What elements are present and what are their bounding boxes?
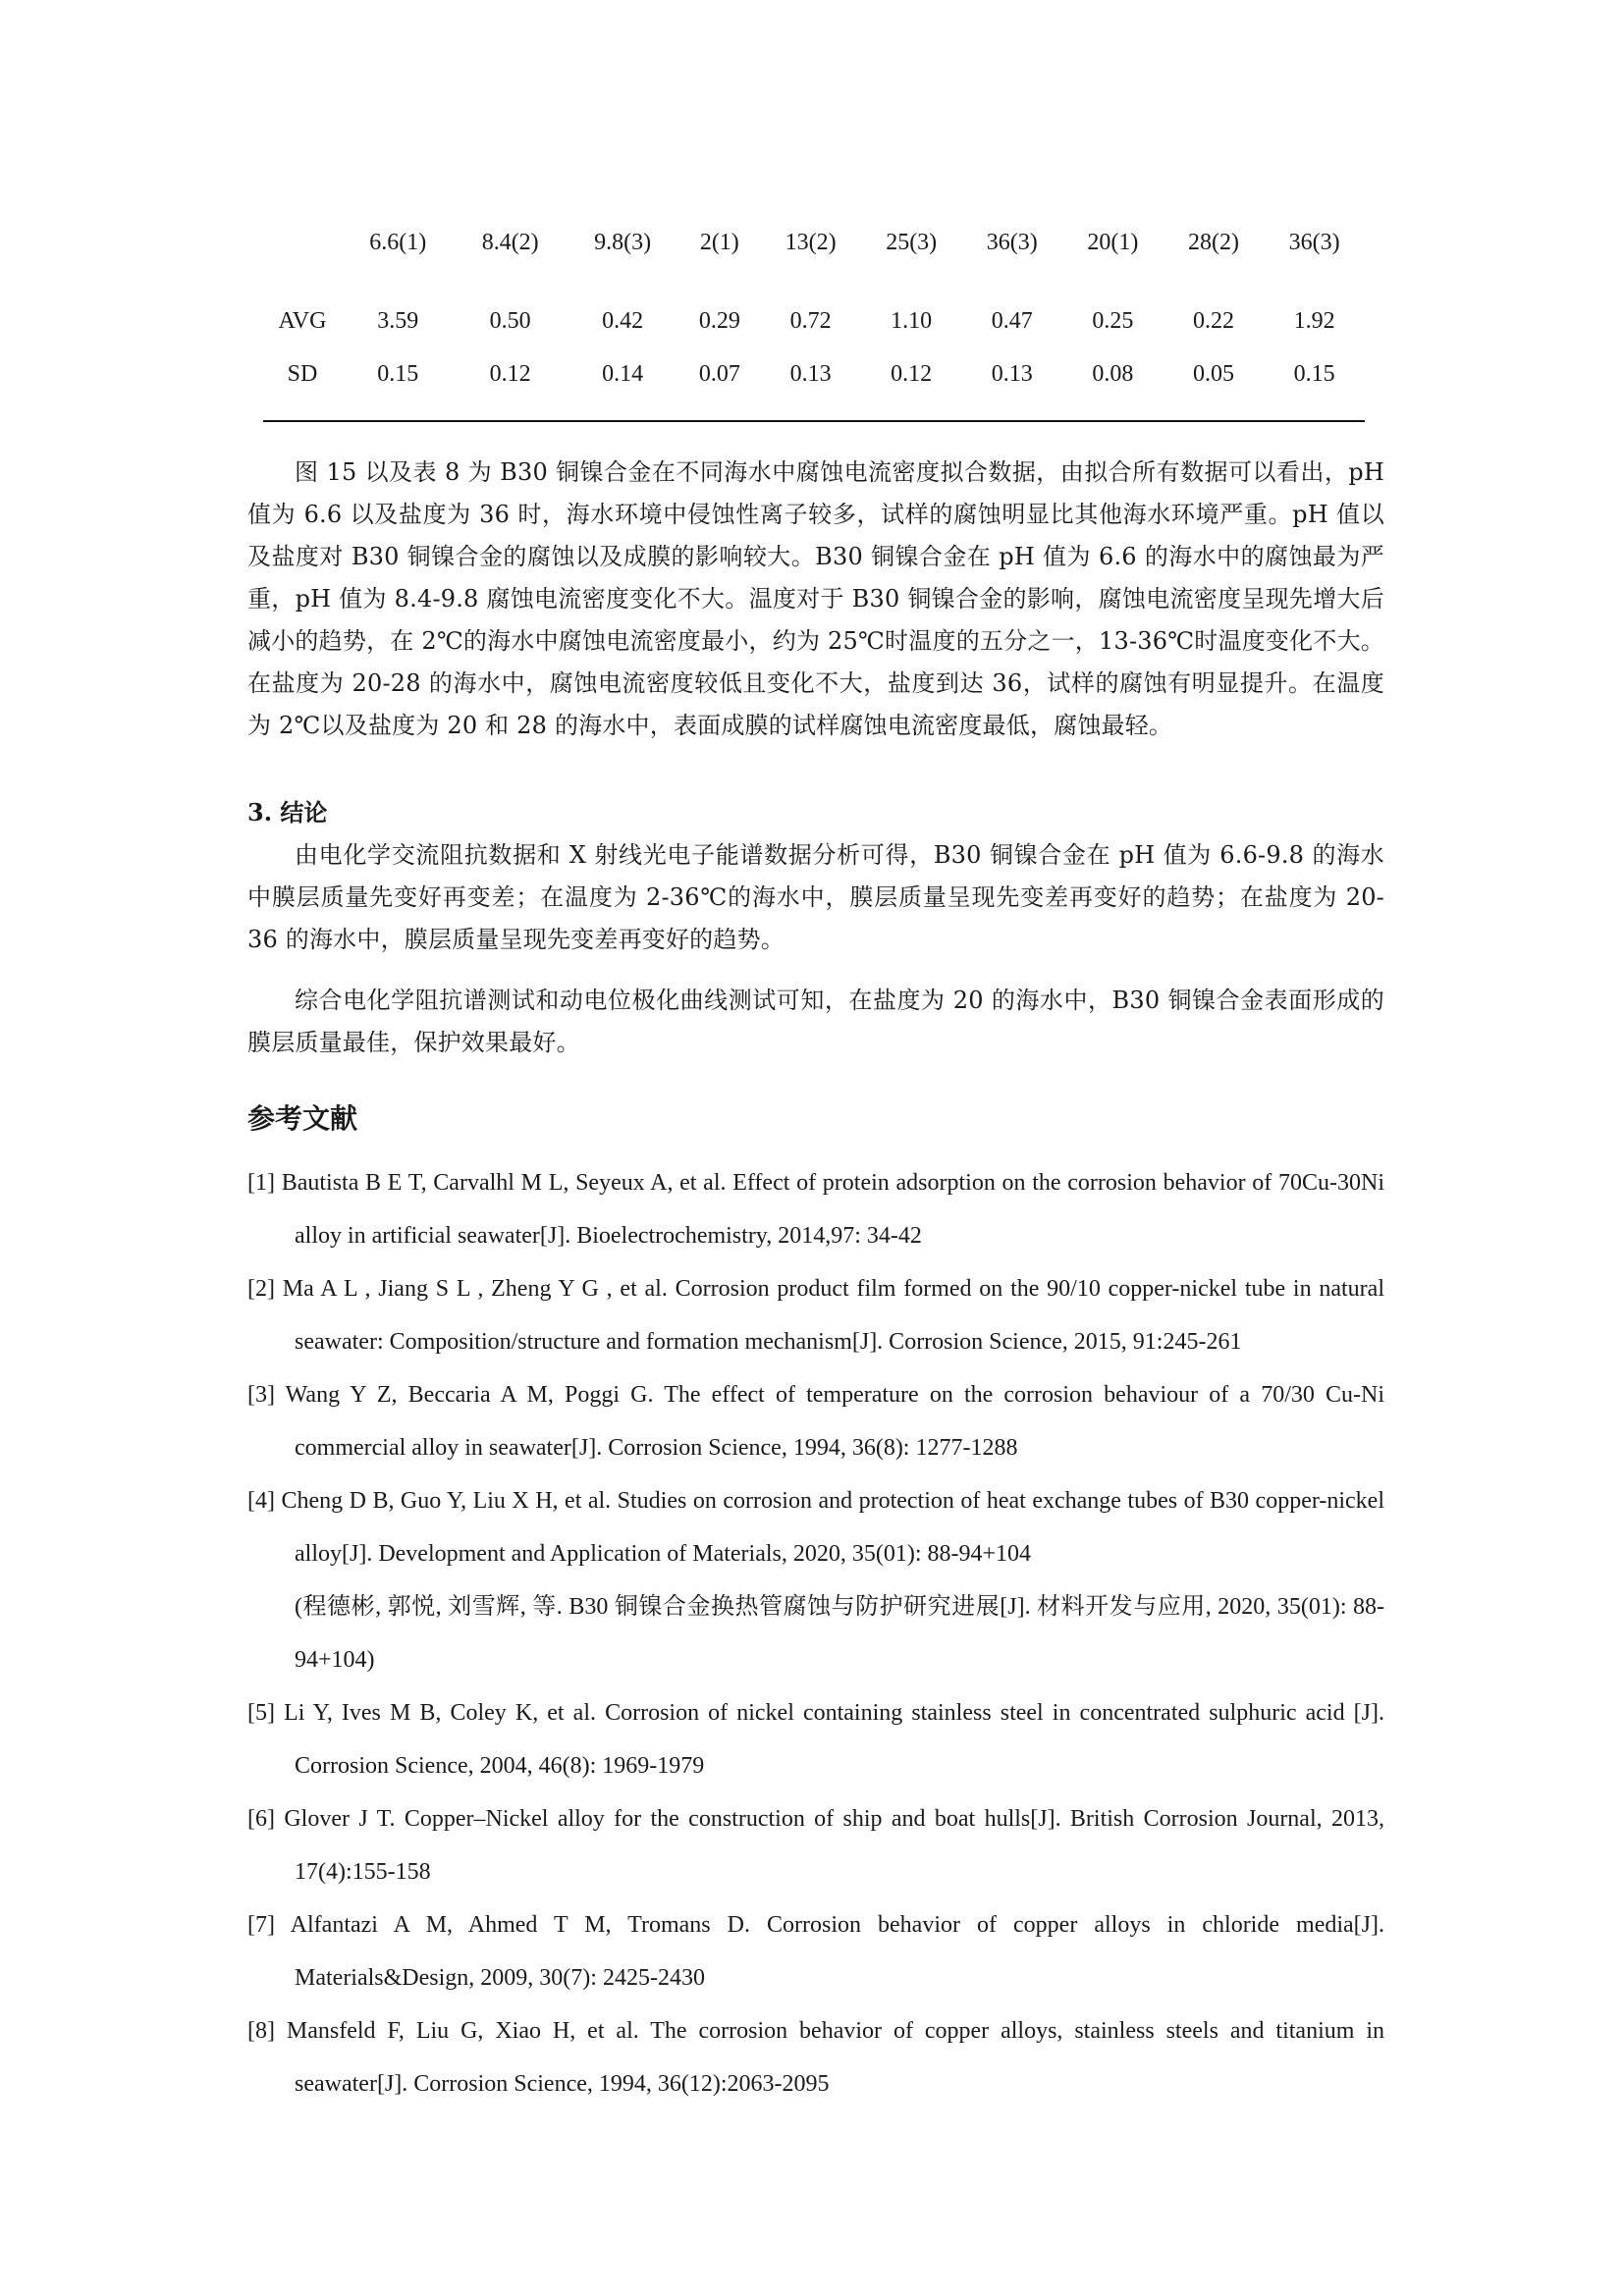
table-cell: 0.15 [377, 360, 419, 387]
table-header-row [263, 216, 1365, 269]
table-header-cell: 36(3) [1288, 229, 1340, 255]
table-row-label: AVG [278, 307, 327, 334]
table-cell: 0.72 [789, 307, 832, 334]
table-cell: 0.25 [1092, 307, 1134, 334]
table-cell: 0.42 [602, 307, 644, 334]
section-heading-conclusion: 3. 结论 [247, 798, 328, 827]
reference-item: [2] Ma A L , Jiang S L , Zheng Y G , et al. Corrosion product film formed on the 90/10 copper-nickel tube in natural seawater: Composition/structure and formation mechanism[J]. Corrosion Science, 2015, 91:245-261 [247, 1276, 1384, 1355]
conclusion-paragraph-2: 综合电化学阻抗谱测试和动电位极化曲线测试可知，在盐度为 20 的海水中，B30 铜镍合金表面形成的膜层质量最佳，保护效果最好。 [247, 987, 1384, 1056]
table-header-cell: 13(2) [785, 229, 837, 255]
table-header-cell: 6.6(1) [369, 229, 427, 255]
table-cell: 0.12 [489, 360, 531, 387]
corrosion-current-table [263, 216, 1365, 400]
table-cell: 0.08 [1092, 360, 1134, 387]
reference-item: [1] Bautista B E T, Carvalhl M L, Seyeux A, et al. Effect of protein adsorption on the corrosion behavior of 70Cu-30Ni alloy in artificial seawater[J]. Bioelectrochemistry, 2014,97: 34-42 [247, 1170, 1384, 1249]
table-row-avg [263, 294, 1365, 347]
table-cell: 3.59 [377, 307, 419, 334]
conclusion-paragraph-1: 由电化学交流阻抗数据和 X 射线光电子能谱数据分析可得，B30 铜镍合金在 pH 值为 6.6-9.8 的海水中膜层质量先变好再变差；在温度为 2-36℃的海水中，膜层质量呈现先变差再变好的趋势；在盐度为 20-36 的海水中，膜层质量呈现先变差再变好的趋势。 [247, 841, 1384, 953]
table-cell: 0.47 [991, 307, 1033, 334]
table-cell: 0.14 [602, 360, 644, 387]
table-row-label: SD [287, 360, 318, 387]
discussion-paragraph: 图 15 以及表 8 为 B30 铜镍合金在不同海水中腐蚀电流密度拟合数据，由拟合所有数据可以看出，pH 值为 6.6 以及盐度为 36 时，海水环境中侵蚀性离子较多，试样的腐蚀明显比其他海水环境严重。pH 值以及盐度对 B30 铜镍合金的腐蚀以及成膜的影响较大。B30 铜镍合金在 pH 值为 6.6 的海水中的腐蚀最为严重，pH 值为 8.4-9.8 腐蚀电流密度变化不大。温度对于 B30 铜镍合金的影响，腐蚀电流密度呈现先增大后减小的趋势，在 2℃的海水中腐蚀电流密度最小，约为 25℃时温度的五分之一，13-36℃时温度变化不大。在盐度为 20-28 的海水中，腐蚀电流密度较低且变化不大，盐度到达 36，试样的腐蚀有明显提升。在温度为 2℃以及盐度为 20 和 28 的海水中，表面成膜的试样腐蚀电流密度最低，腐蚀最轻。 [247, 458, 1384, 739]
table-cell: 0.05 [1193, 360, 1234, 387]
table-header-cell: 36(3) [986, 229, 1038, 255]
table-header-cell: 8.4(2) [481, 229, 539, 255]
table-corner-cell [263, 216, 342, 269]
table-cell: 0.07 [698, 360, 740, 387]
table-cell: 0.12 [891, 360, 933, 387]
reference-translation: (程德彬, 郭悦, 刘雪辉, 等. B30 铜镍合金换热管腐蚀与防护研究进展[J]. 材料开发与应用, 2020, 35(01): 88-94+104) [295, 1594, 1384, 1673]
table-cell: 0.50 [489, 307, 531, 334]
table-cell: 1.10 [891, 307, 933, 334]
table-row-sd [263, 347, 1365, 400]
table-header-cell: 25(3) [886, 229, 938, 255]
table-header-cell: 2(1) [699, 229, 739, 255]
reference-item: [3] Wang Y Z, Beccaria A M, Poggi G. The effect of temperature on the corrosion behaviour of a 70/30 Cu-Ni commercial alloy in seawater[J]. Corrosion Science, 1994, 36(8): 1277-1288 [247, 1382, 1384, 1461]
table-cell: 0.29 [698, 307, 740, 334]
table-cell: 0.15 [1293, 360, 1335, 387]
reference-item: [8] Mansfeld F, Liu G, Xiao H, et al. The corrosion behavior of copper alloys, stainless steels and titanium in seawater[J]. Corrosion Science, 1994, 36(12):2063-2095 [247, 2018, 1384, 2097]
reference-item: [5] Li Y, Ives M B, Coley K, et al. Corrosion of nickel containing stainless steel in concentrated sulphuric acid [J]. Corrosion Science, 2004, 46(8): 1969-1979 [247, 1700, 1384, 1779]
table-header-cell: 28(2) [1188, 229, 1239, 255]
table-bottom-rule [263, 420, 1365, 422]
table-header-cell: 9.8(3) [594, 229, 652, 255]
reference-item: [6] Glover J T. Copper–Nickel alloy for the construction of ship and boat hulls[J]. British Corrosion Journal, 2013, 17(4):155-158 [247, 1806, 1384, 1885]
reference-item: [4] Cheng D B, Guo Y, Liu X H, et al. Studies on corrosion and protection of heat exchange tubes of B30 copper-nickel alloy[J]. Development and Application of Materials, 2020, 35(01): 88-94+104 [247, 1488, 1384, 1567]
reference-item: [7] Alfantazi A M, Ahmed T M, Tromans D. Corrosion behavior of copper alloys in chloride media[J]. Materials&Design, 2009, 30(7): 2425-2430 [247, 1912, 1384, 1991]
table-cell: 0.22 [1193, 307, 1234, 334]
table-cell: 0.13 [789, 360, 832, 387]
table-cell: 1.92 [1293, 307, 1335, 334]
table-cell: 0.13 [991, 360, 1033, 387]
references-heading: 参考文献 [247, 1102, 358, 1135]
reference-list [247, 1156, 1384, 2110]
table-header-cell: 20(1) [1087, 229, 1139, 255]
